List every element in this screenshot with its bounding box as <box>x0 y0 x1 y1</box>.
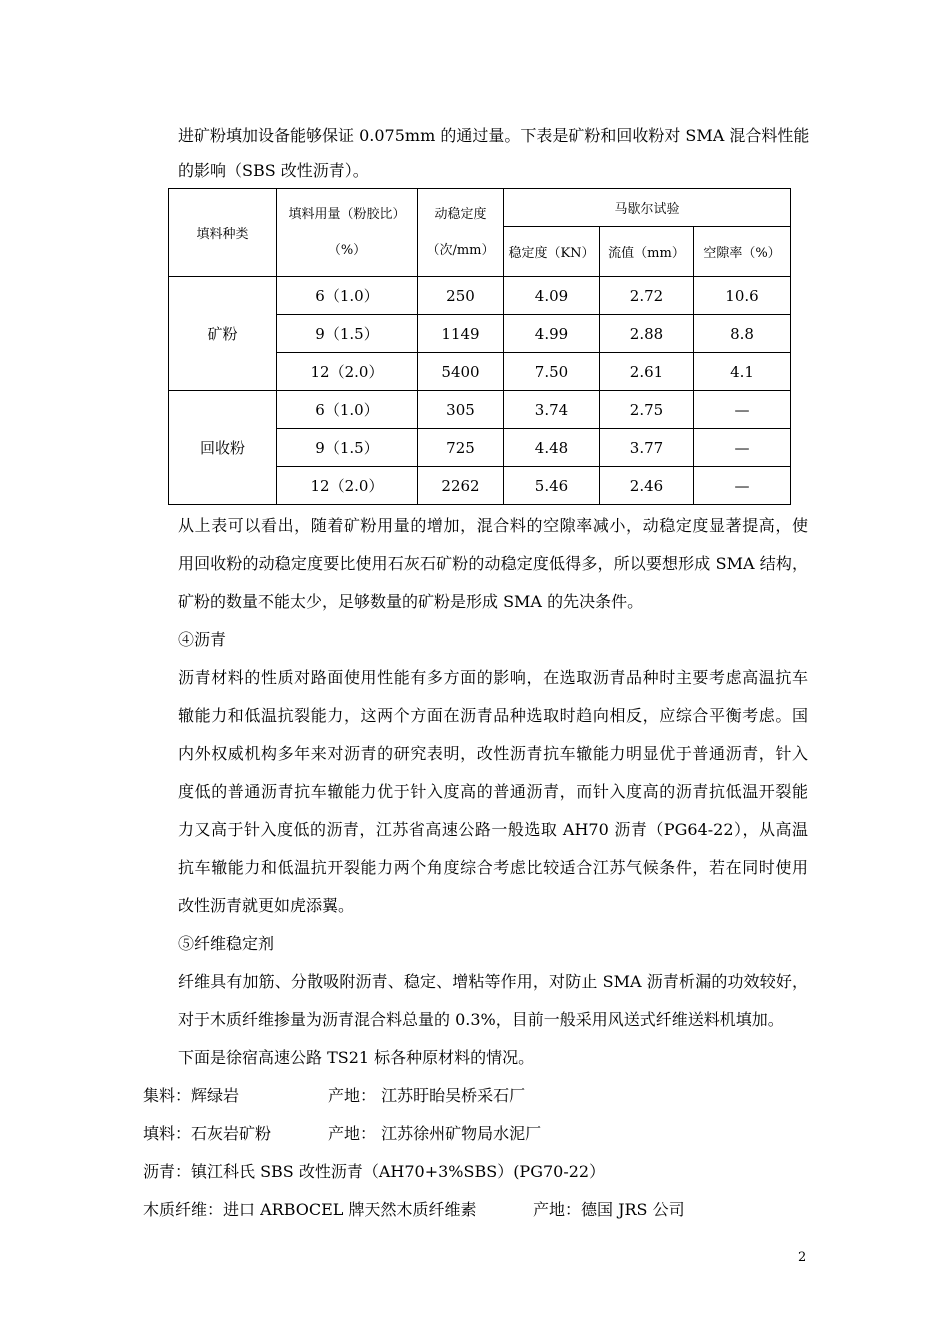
header-dosage <box>277 189 418 277</box>
page-number: 2 <box>798 1250 807 1265</box>
table-row <box>169 277 791 315</box>
group-name: 回收粉 <box>169 391 277 505</box>
cell-flow: 2.88 <box>600 315 694 353</box>
material-aggregate-origin: 产地： 江苏盱眙吴桥采石厂 <box>328 1086 526 1105</box>
cell-voids: 4.1 <box>694 353 791 391</box>
cell-stability: 4.48 <box>504 429 600 467</box>
cell-stability: 5.46 <box>504 467 600 505</box>
header-marshall: 马歇尔试验 <box>504 189 791 227</box>
para3-line-2: 对于木质纤维掺量为沥青混合料总量的 0.3%，目前一般采用风送式纤维送料机填加。 <box>178 1010 784 1029</box>
cell-stability: 7.50 <box>504 353 600 391</box>
para1-line-3: 矿粉的数量不能太少，足够数量的矿粉是形成 SMA 的先决条件。 <box>178 592 644 611</box>
para1-line-1: 从上表可以看出，随着矿粉用量的增加，混合料的空隙率减小，动稳定度显著提高，使 <box>178 516 808 535</box>
cell-flow: 3.77 <box>600 429 694 467</box>
materials-intro: 下面是徐宿高速公路 TS21 标各种原材料的情况。 <box>178 1048 535 1067</box>
para2-line-3: 内外权威机构多年来对沥青的研究表明，改性沥青抗车辙能力明显优于普通沥青，针入 <box>178 744 808 763</box>
para2-line-6: 抗车辙能力和低温抗开裂能力两个角度综合考虑比较适合江苏气候条件，若在同时使用 <box>178 858 808 877</box>
cell-dosage: 6（1.0） <box>277 277 418 315</box>
header-dynamic-stability <box>418 189 504 277</box>
para3-line-1: 纤维具有加筋、分散吸附沥青、稳定、增粘等作用，对防止 SMA 沥青析漏的功效较好， <box>178 972 808 991</box>
cell-dosage: 12（2.0） <box>277 353 418 391</box>
para2-line-5: 力又高于针入度低的沥青，江苏省高速公路一般选取 AH70 沥青（PG64-22），从高温 <box>178 820 808 839</box>
cell-flow: 2.72 <box>600 277 694 315</box>
cell-flow: 2.46 <box>600 467 694 505</box>
intro-line-2: 的影响（SBS 改性沥青）。 <box>178 161 369 180</box>
cell-dynamic: 305 <box>418 391 504 429</box>
cell-stability: 3.74 <box>504 391 600 429</box>
header-dosage-line1: 填料用量（粉胶比） <box>288 206 406 222</box>
table-row <box>169 391 791 429</box>
cell-flow: 2.61 <box>600 353 694 391</box>
cell-voids: — <box>694 391 791 429</box>
intro-line-1: 进矿粉填加设备能够保证 0.075mm 的通过量。下表是矿粉和回收粉对 SMA 混合料性能 <box>178 126 810 145</box>
cell-voids: 8.8 <box>694 315 791 353</box>
material-asphalt: 沥青：镇江科氏 SBS 改性沥青（AH70+3%SBS）(PG70-22） <box>143 1162 606 1181</box>
header-dyn-line2: （次/mm） <box>426 242 495 258</box>
cell-stability: 4.99 <box>504 315 600 353</box>
table-header-row-1 <box>169 189 791 227</box>
cell-flow: 2.75 <box>600 391 694 429</box>
para2-line-4: 度低的普通沥青抗车辙能力优于针入度高的普通沥青，而针入度高的沥青抗低温开裂能 <box>178 782 808 801</box>
header-dyn-line1: 动稳定度 <box>434 206 487 222</box>
header-dosage-line2: （%） <box>327 242 367 258</box>
heading-fiber: ⑤纤维稳定剂 <box>178 934 275 953</box>
cell-voids: — <box>694 467 791 505</box>
header-flow: 流值（mm） <box>600 227 694 277</box>
material-filler-origin: 产地： 江苏徐州矿物局水泥厂 <box>328 1124 542 1143</box>
cell-dosage: 6（1.0） <box>277 391 418 429</box>
para2-line-1: 沥青材料的性质对路面使用性能有多方面的影响，在选取沥青品种时主要考虑高温抗车 <box>178 668 808 687</box>
filler-performance-table <box>168 188 791 505</box>
group-name: 矿粉 <box>169 277 277 391</box>
header-filler-type: 填料种类 <box>169 189 277 277</box>
para1-line-2: 用回收粉的动稳定度要比使用石灰石矿粉的动稳定度低得多，所以要想形成 SMA 结构， <box>178 554 808 573</box>
para2-line-2: 辙能力和低温抗裂能力，这两个方面在沥青品种选取时趋向相反，应综合平衡考虑。国 <box>178 706 808 725</box>
material-fiber: 木质纤维：进口 ARBOCEL 牌天然木质纤维素 <box>143 1200 477 1219</box>
material-filler: 填料：石灰岩矿粉 <box>143 1124 272 1143</box>
cell-dynamic: 725 <box>418 429 504 467</box>
cell-stability: 4.09 <box>504 277 600 315</box>
cell-dosage: 9（1.5） <box>277 429 418 467</box>
cell-voids: — <box>694 429 791 467</box>
cell-dosage: 9（1.5） <box>277 315 418 353</box>
header-stability: 稳定度（KN） <box>504 227 600 277</box>
heading-asphalt: ④沥青 <box>178 630 227 649</box>
material-aggregate: 集料：辉绿岩 <box>143 1086 240 1105</box>
material-fiber-origin: 产地：德国 JRS 公司 <box>533 1200 685 1219</box>
para2-line-7: 改性沥青就更如虎添翼。 <box>178 896 355 915</box>
header-voids: 空隙率（%） <box>694 227 791 277</box>
cell-voids: 10.6 <box>694 277 791 315</box>
cell-dynamic: 5400 <box>418 353 504 391</box>
cell-dynamic: 2262 <box>418 467 504 505</box>
cell-dynamic: 1149 <box>418 315 504 353</box>
cell-dosage: 12（2.0） <box>277 467 418 505</box>
cell-dynamic: 250 <box>418 277 504 315</box>
